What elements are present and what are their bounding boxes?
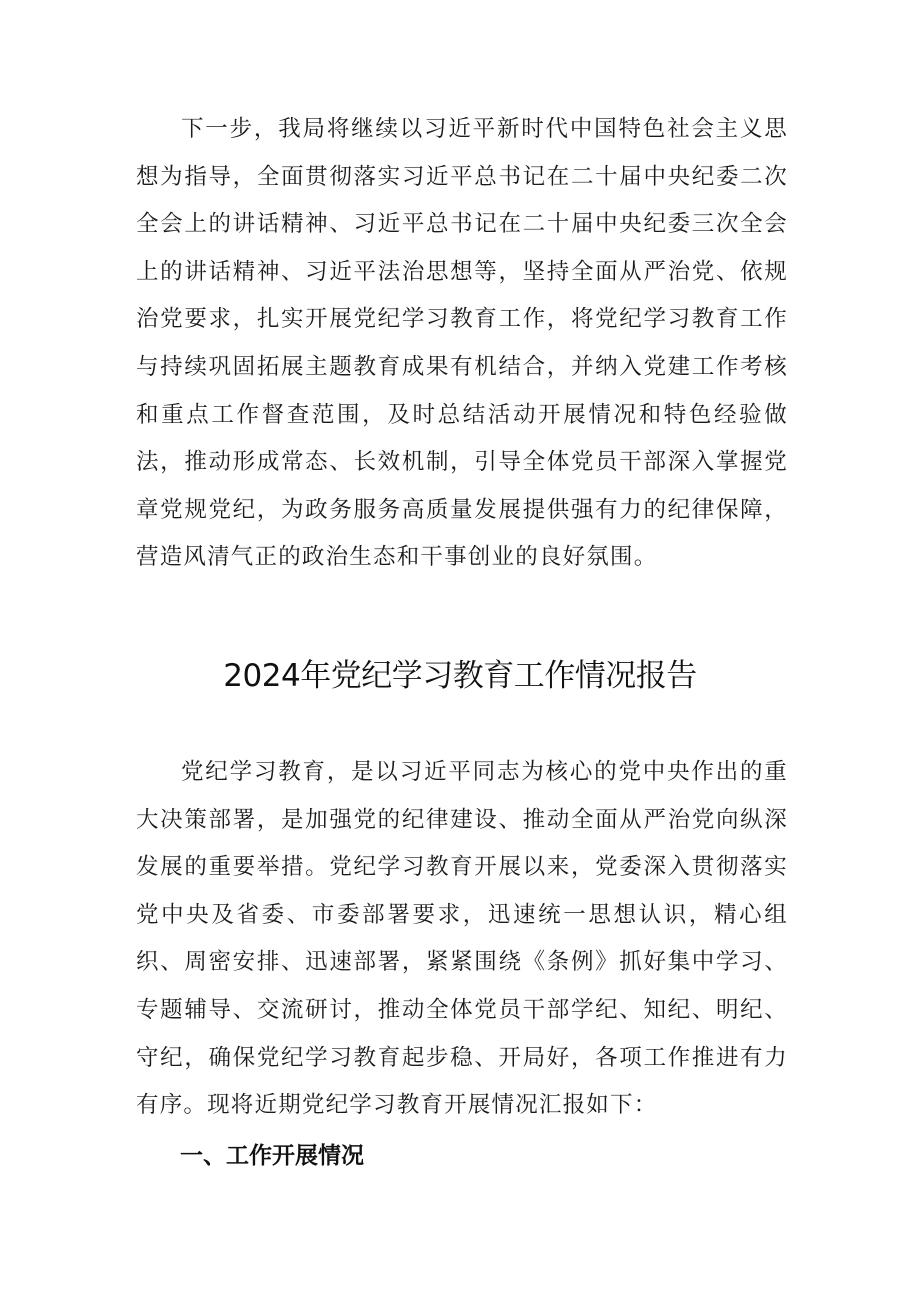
report-title: 2024年党纪学习教育工作情况报告 <box>223 658 697 694</box>
section-heading: 一、工作开展情况 <box>180 1143 364 1169</box>
closing-paragraph-block <box>136 106 788 582</box>
closing-paragraph: 下一步，我局将继续以习近平新时代中国特色社会主义思想为指导，全面贯彻落实习近平总书记在二十届中央纪委二次全会上的讲话精神、习近平总书记在二十届中央纪委三次全会上的讲话精神、习近平法治思想等，坚持全面从严治党、依规治党要求，扎实开展党纪学习教育工作，将党纪学习教育工作与持续巩固拓展主题教育成果有机结合，并纳入党建工作考核和重点工作督查范围，及时总结活动开展情况和特色经验做法，推动形成常态、长效机制，引导全体党员干部深入掌握党章党规党纪，为政务服务高质量发展提供强有力的纪律保障，营造风清气正的政治生态和干事创业的良好氛围。 <box>136 116 788 571</box>
intro-paragraph-block <box>136 749 788 1130</box>
intro-paragraph: 党纪学习教育，是以习近平同志为核心的党中央作出的重大决策部署，是加强党的纪律建设、推动全面从严治党向纵深发展的重要举措。党纪学习教育开展以来，党委深入贯彻落实党中央及省委、市委部署要求，迅速统一思想认识，精心组织、周密安排、迅速部署，紧紧围绕《条例》抓好集中学习、专题辅导、交流研讨，推动全体党员干部学纪、知纪、明纪、守纪，确保党纪学习教育起步稳、开局好，各项工作推进有力有序。现将近期党纪学习教育开展情况汇报如下： <box>136 759 788 1119</box>
